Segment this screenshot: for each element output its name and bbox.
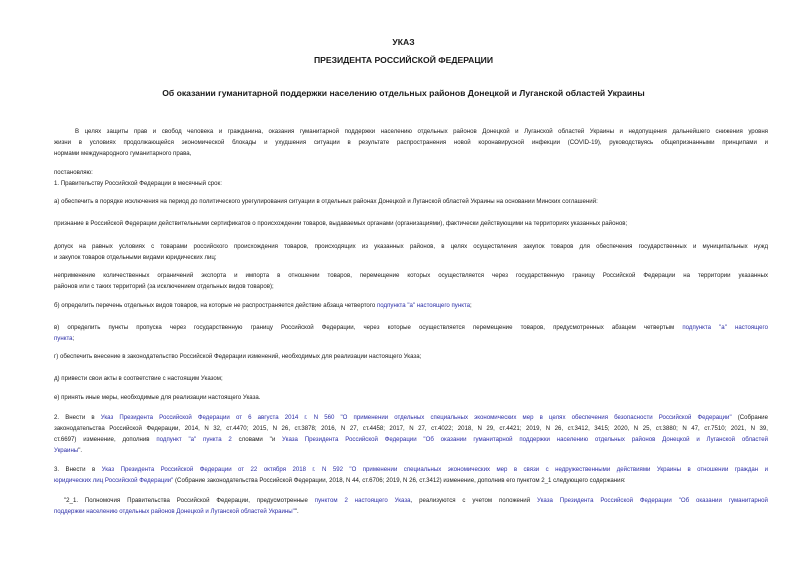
nonquota-clause-line: районов или с таких территорий (за исключением отдельных видов товаров);	[54, 283, 274, 290]
link-subparagraph-a-point-2[interactable]: подпункт "а" пункта 2	[156, 436, 232, 443]
paragraph-2-end: ".	[78, 447, 83, 454]
paragraph-2-1-end: ".	[294, 508, 299, 515]
link-decree-592-cont[interactable]: юридических лиц Российской Федерации"	[54, 477, 174, 484]
subparagraph-g: г) обеспечить внесение в законодательство Российской Федерации изменений, необходимых для реализации настоящего Указа;	[54, 353, 422, 360]
paragraph-2-1-text: , реализуются с учетом положений	[410, 497, 538, 504]
subparagraph-e: е) принять иные меры, необходимые для реализации настоящего Указа.	[54, 394, 261, 401]
decree-name: Об оказании гуманитарной поддержки населению отдельных районов Донецкой и Луганской областей Украины	[162, 88, 645, 98]
subparagraph-v-text: в) определить пункты пропуска через государственную границу Российской Федерации, через которые осуществляется перемещение товаров, предусмотренных абзацем четвертым	[54, 324, 683, 331]
preamble-line: В целях защиты прав и свобод человека и гражданина, оказания гуманитарной поддержки населению отдельных районов Донецкой и Луганской областей Украины и недопущения дальнейшего снижения уровня	[75, 128, 768, 135]
paragraph-3-text: 3. Внести в	[54, 466, 102, 473]
link-point-2[interactable]: пунктом 2 настоящего Указа	[314, 497, 411, 504]
subparagraph-v	[54, 324, 768, 332]
subparagraph-v-cont	[54, 335, 74, 343]
paragraph-2-line	[54, 436, 768, 444]
link-decree-560[interactable]: Указ Президента Российской Федерации от 6 августа 2014 г. N 560 "О применении отдельных специальных экономических мер в целях обеспечения безопасности Российской Федерации"	[100, 414, 732, 421]
link-decree-592[interactable]: Указ Президента Российской Федерации от 22 октября 2018 г. N 592 "О применении специальных экономических мер в связи с недружественными действиями Украины в отношении граждан и	[101, 466, 768, 473]
paragraph-2	[54, 414, 768, 422]
link-this-decree[interactable]: Указа Президента Российской Федерации "Об оказании гуманитарной поддержки населению отдельных районов Донецкой и Луганской областей	[282, 436, 768, 443]
paragraph-2-text: словами "и	[231, 436, 283, 443]
paragraph-2-1-line	[54, 508, 299, 516]
link-this-decree-cont[interactable]: Украины	[54, 447, 79, 454]
paragraph-3	[54, 466, 768, 474]
nonquota-clause-line: неприменение количественных ограничений экспорта и импорта в отношении товаров, перемещение которых осуществляется через государственную границу Российской Федерации на территории указанных	[54, 272, 768, 279]
paragraph-2-text: (Собрание	[731, 414, 768, 421]
subparagraph-a: а) обеспечить в порядке исключения на период до политического урегулирования ситуации в отдельных районах Донецкой и Луганской областей Украины на основании Минских соглашений:	[54, 198, 598, 205]
admission-clause-line: и закупок товаров отдельными видами юридических лиц;	[54, 254, 217, 261]
postanovlyayu: постановляю:	[54, 169, 93, 176]
link-subparagraph-a[interactable]: подпункта "а" настоящего пункта	[377, 302, 471, 309]
admission-clause-line: допуск на равных условиях с товарами российского происхождения товаров, происходящих из указанных районов, в целях осуществления закупок товаров для обеспечения государственных и муниципальных нужд	[54, 243, 768, 250]
paragraph-3-line	[54, 477, 626, 485]
subparagraph-d: д) привести свои акты в соответствие с настоящим Указом;	[54, 375, 223, 382]
paragraph-2-1	[64, 497, 768, 505]
preamble-line: жизни в условиях продолжающейся экономической блокады и ухудшения ситуации в результате распространения новой коронавирусной инфекции (COVID-19), руководствуясь общепризнанными принципами и	[54, 139, 768, 146]
decree-title: УКАЗ	[392, 37, 415, 47]
paragraph-3-text: (Собрание законодательства Российской Федерации, 2018, N 44, ст.6706; 2019, N 26, ст.3412) изменение, дополнив его пунктом 2_1 следующего содержания:	[173, 477, 626, 484]
link-this-decree-2-cont[interactable]: поддержки населению отдельных районов Донецкой и Луганской областей Украины"	[54, 508, 295, 515]
paragraph-2-line: законодательства Российской Федерации, 2014, N 32, ст.4470; 2015, N 26, ст.3878; 2016, N 27, ст.4458; 2017, N 27, ст.4022; 2018, N 29, ст.4421; 2019, N 26, ст.3412, 3415; 2020, N 25, ст.3880; N 47, ст.7510; 2021, N 39,	[54, 425, 768, 432]
link-subparagraph-a-v[interactable]: подпункта "а" настоящего	[682, 324, 768, 331]
subparagraph-b	[54, 302, 472, 310]
paragraph-2-text: ст.6697) изменение, дополнив	[54, 436, 157, 443]
paragraph-2-text: 2. Внести в	[54, 414, 101, 421]
preamble-line: нормами международного гуманитарного права,	[54, 150, 192, 157]
paragraph-2-1-text: "2_1. Полномочия Правительства Российской Федерации, предусмотренные	[64, 497, 315, 504]
subparagraph-v-end: ;	[72, 335, 75, 342]
decree-issuer: ПРЕЗИДЕНТА РОССИЙСКОЙ ФЕДЕРАЦИИ	[313, 55, 494, 65]
link-this-decree-2[interactable]: Указа Президента Российской Федерации "Об оказании гуманитарной	[537, 497, 768, 504]
paragraph-1: 1. Правительству Российской Федерации в месячный срок:	[54, 180, 222, 187]
subparagraph-b-text: б) определить перечень отдельных видов товаров, на которые не распространяется действие абзаца четвертого	[54, 302, 377, 309]
paragraph-2-line	[54, 447, 82, 455]
link-subparagraph-a-v-cont[interactable]: пункта	[54, 335, 73, 342]
recognition-clause: признание в Российской Федерации действительными сертификатов о происхождении товаров, выдаваемых органами (организациями), фактически действующими на территориях указанных районов;	[54, 220, 628, 227]
subparagraph-b-end: ;	[470, 302, 472, 309]
